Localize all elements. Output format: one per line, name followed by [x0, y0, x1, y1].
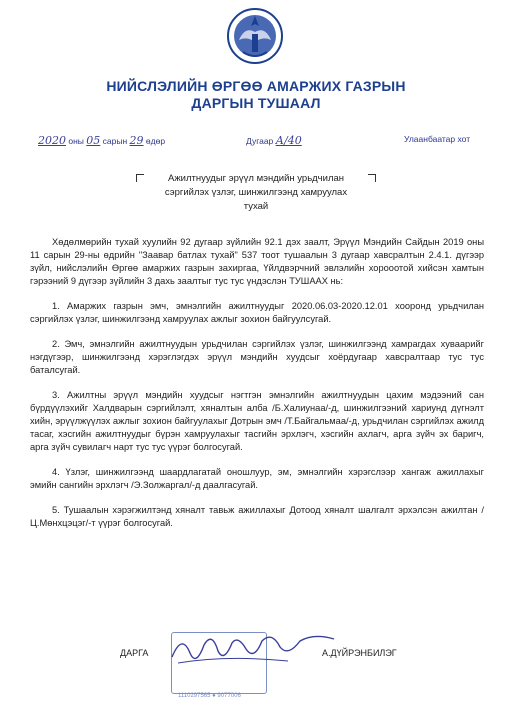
document-body — [30, 236, 484, 542]
date-day-suffix: өдөр — [145, 136, 166, 146]
order-item: 2. Эмч, эмнэлгийн ажилтнуудын урьдчилан сэргийлэх үзлэг, шинжилгээнд хамрагдах хуваарийг нэгдүгээр, шинжилгээнд хэрэглэгдэх эрүүл мэндийн хуудсыг хоёрдугаар хавсралтаар тус тус баталсугай. — [30, 339, 484, 375]
order-number-label: Дугаар — [246, 136, 274, 146]
title-bracket-right — [368, 174, 376, 182]
stamp-number: 1110297565 ● 9077006 — [178, 693, 241, 699]
soyombo-emblem-icon — [225, 6, 285, 66]
order-number — [246, 134, 302, 147]
date-line — [38, 134, 165, 147]
date-year-suffix: оны — [68, 136, 84, 146]
signatory-name: А.ДҮЙРЭНБИЛЭГ — [322, 648, 397, 658]
order-item: 1. Амаржих газрын эмч, эмнэлгийн ажилтнуудыг 2020.06.03-2020.12.01 хооронд урьдчилан сэргийлэх үзлэг, шинжилгээнд хамруулах ажлыг зохион байгуулсугай. — [30, 301, 484, 324]
document-type: ДАРГЫН ТУШААЛ — [191, 95, 321, 111]
org-name: НИЙСЛЭЛИЙН ӨРГӨӨ АМАРЖИХ ГАЗРЫН — [106, 78, 406, 94]
signatory-title: ДАРГА — [120, 648, 149, 658]
date-month-suffix: сарын — [102, 136, 128, 146]
date-year: 2020 — [38, 134, 66, 147]
date-month: 05 — [86, 134, 101, 147]
city: Улаанбаатар хот — [404, 134, 471, 144]
order-item: 4. Үзлэг, шинжилгээнд шаардлагатай оношлуур, эм, эмнэлгийн хэрэгслээр хангаж ажиллахыг эмийн сангийн эрхлэгч /Э.Золжаргал/-д даалгасугай. — [30, 467, 484, 490]
date-day: 29 — [129, 134, 144, 147]
title-bracket-left — [136, 174, 144, 182]
title-line: Ажилтнуудыг эрүүл мэндийн урьдчилан — [167, 173, 345, 184]
order-item: 5. Тушаалын хэрэгжилтэнд хяналт тавьж ажиллахыг Дотоод хяналт шалгалт эрхэлсэн ажилтан /Ц.Мөнхцэцэг/-т үүрэг болгосугай. — [30, 505, 484, 528]
title-line: сэргийлэх үзлэг, шинжилгээнд хамруулах — [164, 187, 348, 198]
document-title — [140, 172, 372, 214]
title-line: тухай — [243, 201, 269, 212]
handwritten-signature — [168, 627, 338, 671]
order-number-value: А/40 — [275, 134, 302, 147]
order-item: 3. Ажилтны эрүүл мэндийн хуудсыг нэгтгэн эмнэлгийн ажилтнуудын цахим мэдээний сан бүрдүүлэхийг Халдварын сэргийлэлт, хяналтын алба /Б.Халиунаа/-д, шинжилгээний хариунд дүгнэлт хийн, эрүүлжүүлэх ажлыг зохион байгуулахыг Дотрын эмч /Т.Байгальмаа/-д, урьдчилан сэргийлэх ажилд тасаг, хэсгийн ажилтнуудыг бүрэн хамруулахыг тасгийн эрхлэгч, хэсгийн ахлагч, арга зүйч эх баригч, арга зүйч сувилагч нарт тус тус үүрэг болгосугай. — [30, 390, 484, 452]
preamble-paragraph: Хөдөлмөрийн тухай хуулийн 92 дугаар зүйлийн 92.1 дэх заалт, Эрүүл Мэндийн Сайдын 2019 оны 11 сарын 29-ны өдрийн "Заавар батлах тухай" 537 тоот тушаалын 3 дугаар хавсралтын 2.4.1. дүгээр зүйл, нийслэлийн Өргөө амаржих газрын захиргаа, Үйлдвэрчний эвлэлийн хорооотой хийсэн хамтын гэрээний 9 дүгээр зүйлийн 3 дахь заалтыг тус тус үндэслэн ТУШААХ нь: — [30, 237, 484, 286]
